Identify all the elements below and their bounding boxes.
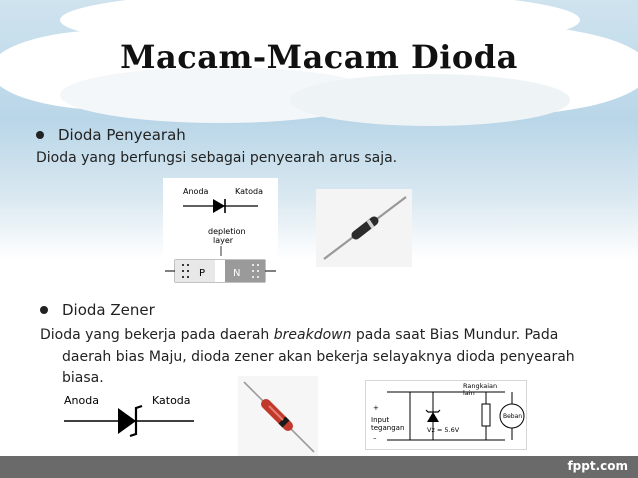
anode-label: Anoda [183, 187, 209, 196]
footer-brand[interactable]: fppt.com [567, 459, 628, 473]
zener-circuit-figure [365, 380, 527, 450]
rectifier-diode-photo [316, 189, 412, 267]
n-region-label: N [233, 268, 241, 279]
input-label-2: tegangan [371, 424, 405, 432]
minus-label: – [373, 434, 377, 442]
depletion-label: depletion [208, 227, 246, 236]
zener-symbol-icon [118, 408, 136, 434]
zener-diode-photo [238, 376, 318, 456]
zener-desc-italic: breakdown [273, 327, 352, 343]
beban-label: Beban [503, 413, 523, 420]
zener-description-line1 [40, 325, 630, 345]
slide-title: Macam-Macam Dioda [120, 38, 518, 76]
bullet-label: Dioda Zener [62, 301, 155, 319]
zener-description-line2: daerah bias Maju, dioda zener akan bekerja selayaknya dioda penyearah [62, 349, 575, 365]
rangkaian-label-2: lain [463, 389, 475, 397]
resistor-icon [482, 404, 490, 426]
layer-label: layer [213, 236, 234, 245]
input-label-1: Input [371, 416, 390, 424]
vz-label: Vz = 5.6V [427, 426, 460, 434]
penyearah-description: Dioda yang berfungsi sebagai penyearah arus saja. [36, 150, 398, 166]
bullet-label: Dioda Penyearah [58, 126, 186, 144]
pn-junction-figure [163, 178, 278, 294]
rangkaian-label-1: Rangkaian [463, 382, 498, 390]
zener-desc-part: Dioda yang bekerja pada daerah [40, 327, 274, 343]
zener-desc-part: pada saat Bias Mundur. Pada [351, 327, 559, 343]
footer-bar [0, 456, 638, 478]
p-region-label: P [199, 268, 206, 279]
bullet-dot [36, 131, 44, 139]
plus-label: + [373, 404, 379, 412]
zener-description-line3: biasa. [62, 370, 104, 386]
zener-symbol-figure [62, 392, 196, 442]
cathode-label: Katoda [235, 187, 264, 196]
diode-symbol-icon [213, 199, 225, 213]
bullet-dot [40, 306, 48, 314]
zener-cathode-label: Katoda [152, 394, 191, 407]
zener-anode-label: Anoda [64, 394, 99, 407]
